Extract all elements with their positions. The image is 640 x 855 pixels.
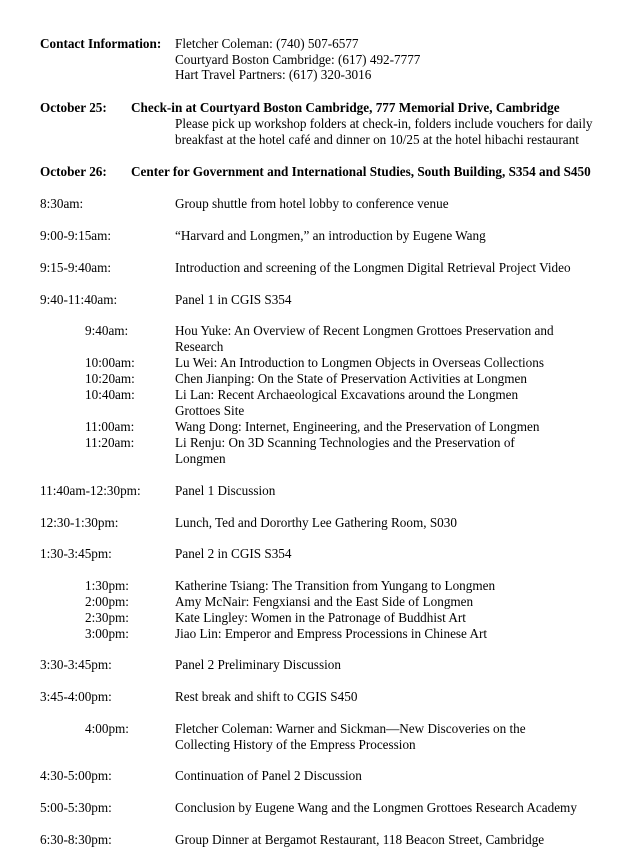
schedule-time: 9:40-11:40am: (40, 292, 118, 307)
schedule-time: 5:00-5:30pm: (40, 800, 112, 815)
oct25-date: October 25: (40, 100, 107, 115)
schedule-time: 4:30-5:00pm: (40, 768, 112, 783)
talk-time: 11:00am: (85, 419, 135, 434)
talk-title: Grottoes Site (175, 403, 245, 418)
schedule-desc: Panel 1 Discussion (175, 483, 276, 498)
schedule-time: 9:15-9:40am: (40, 260, 112, 275)
talk-title: Kate Lingley: Women in the Patronage of Buddhist Art (175, 610, 466, 625)
talk-title: Chen Jianping: On the State of Preservation Activities at Longmen (175, 371, 527, 386)
talk-title: Li Lan: Recent Archaeological Excavations around the Longmen (175, 387, 519, 402)
schedule-desc: Panel 1 in CGIS S354 (175, 292, 292, 307)
schedule-desc: Rest break and shift to CGIS S450 (175, 689, 358, 704)
talk-time: 10:40am: (85, 387, 135, 402)
oct26-heading: Center for Government and International Studies, South Building, S354 and S450 (131, 164, 591, 179)
schedule-desc: Panel 2 Preliminary Discussion (175, 657, 341, 672)
talk-title: Jiao Lin: Emperor and Empress Processions in Chinese Art (175, 626, 488, 641)
talk-title: Li Renju: On 3D Scanning Technologies and the Preservation of (175, 435, 515, 450)
talk-time: 2:00pm: (85, 594, 129, 609)
talk-title: Research (175, 339, 224, 354)
schedule-time: 6:30-8:30pm: (40, 832, 112, 847)
talk-title: Wang Dong: Internet, Engineering, and the Preservation of Longmen (175, 419, 540, 434)
schedule-time: 1:30-3:45pm: (40, 546, 112, 561)
schedule-desc: Continuation of Panel 2 Discussion (175, 768, 362, 783)
oct25-note: breakfast at the hotel café and dinner on 10/25 at the hotel hibachi restaurant (175, 132, 579, 147)
schedule-desc: Group shuttle from hotel lobby to conference venue (175, 196, 449, 211)
oct26-date: October 26: (40, 164, 107, 179)
schedule-time: 3:45-4:00pm: (40, 689, 112, 704)
schedule-desc: Introduction and screening of the Longmen Digital Retrieval Project Video (175, 260, 571, 275)
talk-title: Katherine Tsiang: The Transition from Yungang to Longmen (175, 578, 496, 593)
talk-time: 9:40am: (85, 323, 129, 338)
schedule-time: 3:30-3:45pm: (40, 657, 112, 672)
schedule-desc: Lunch, Ted and Dororthy Lee Gathering Room, S030 (175, 515, 457, 530)
talk-title: Amy McNair: Fengxiansi and the East Side of Longmen (175, 594, 474, 609)
contact-line: Hart Travel Partners: (617) 320-3016 (175, 67, 372, 82)
talk-time: 11:20am: (85, 435, 135, 450)
talk-title: Fletcher Coleman: Warner and Sickman—New Discoveries on the (175, 721, 526, 736)
schedule-time: 9:00-9:15am: (40, 228, 112, 243)
talk-title: Lu Wei: An Introduction to Longmen Objects in Overseas Collections (175, 355, 544, 370)
talk-title: Hou Yuke: An Overview of Recent Longmen Grottoes Preservation and (175, 323, 554, 338)
schedule-time: 8:30am: (40, 196, 84, 211)
schedule-desc: “Harvard and Longmen,” an introduction by Eugene Wang (175, 228, 486, 243)
contact-label: Contact Information: (40, 36, 162, 51)
oct25-heading: Check-in at Courtyard Boston Cambridge, 777 Memorial Drive, Cambridge (131, 100, 560, 115)
oct25-note: Please pick up workshop folders at check-in, folders include vouchers for daily (175, 116, 593, 131)
contact-line: Courtyard Boston Cambridge: (617) 492-7777 (175, 52, 421, 67)
talk-time: 1:30pm: (85, 578, 129, 593)
talk-title: Collecting History of the Empress Procession (175, 737, 416, 752)
talk-time: 10:20am: (85, 371, 135, 386)
schedule-desc: Conclusion by Eugene Wang and the Longmen Grottoes Research Academy (175, 800, 577, 815)
talk-time: 4:00pm: (85, 721, 129, 736)
talk-time: 3:00pm: (85, 626, 129, 641)
talk-time: 10:00am: (85, 355, 135, 370)
schedule-desc: Panel 2 in CGIS S354 (175, 546, 292, 561)
talk-title: Longmen (175, 451, 226, 466)
schedule-desc: Group Dinner at Bergamot Restaurant, 118 Beacon Street, Cambridge (175, 832, 545, 847)
schedule-time: 11:40am-12:30pm: (40, 483, 141, 498)
schedule-time: 12:30-1:30pm: (40, 515, 119, 530)
contact-line: Fletcher Coleman: (740) 507-6577 (175, 36, 359, 51)
talk-time: 2:30pm: (85, 610, 129, 625)
